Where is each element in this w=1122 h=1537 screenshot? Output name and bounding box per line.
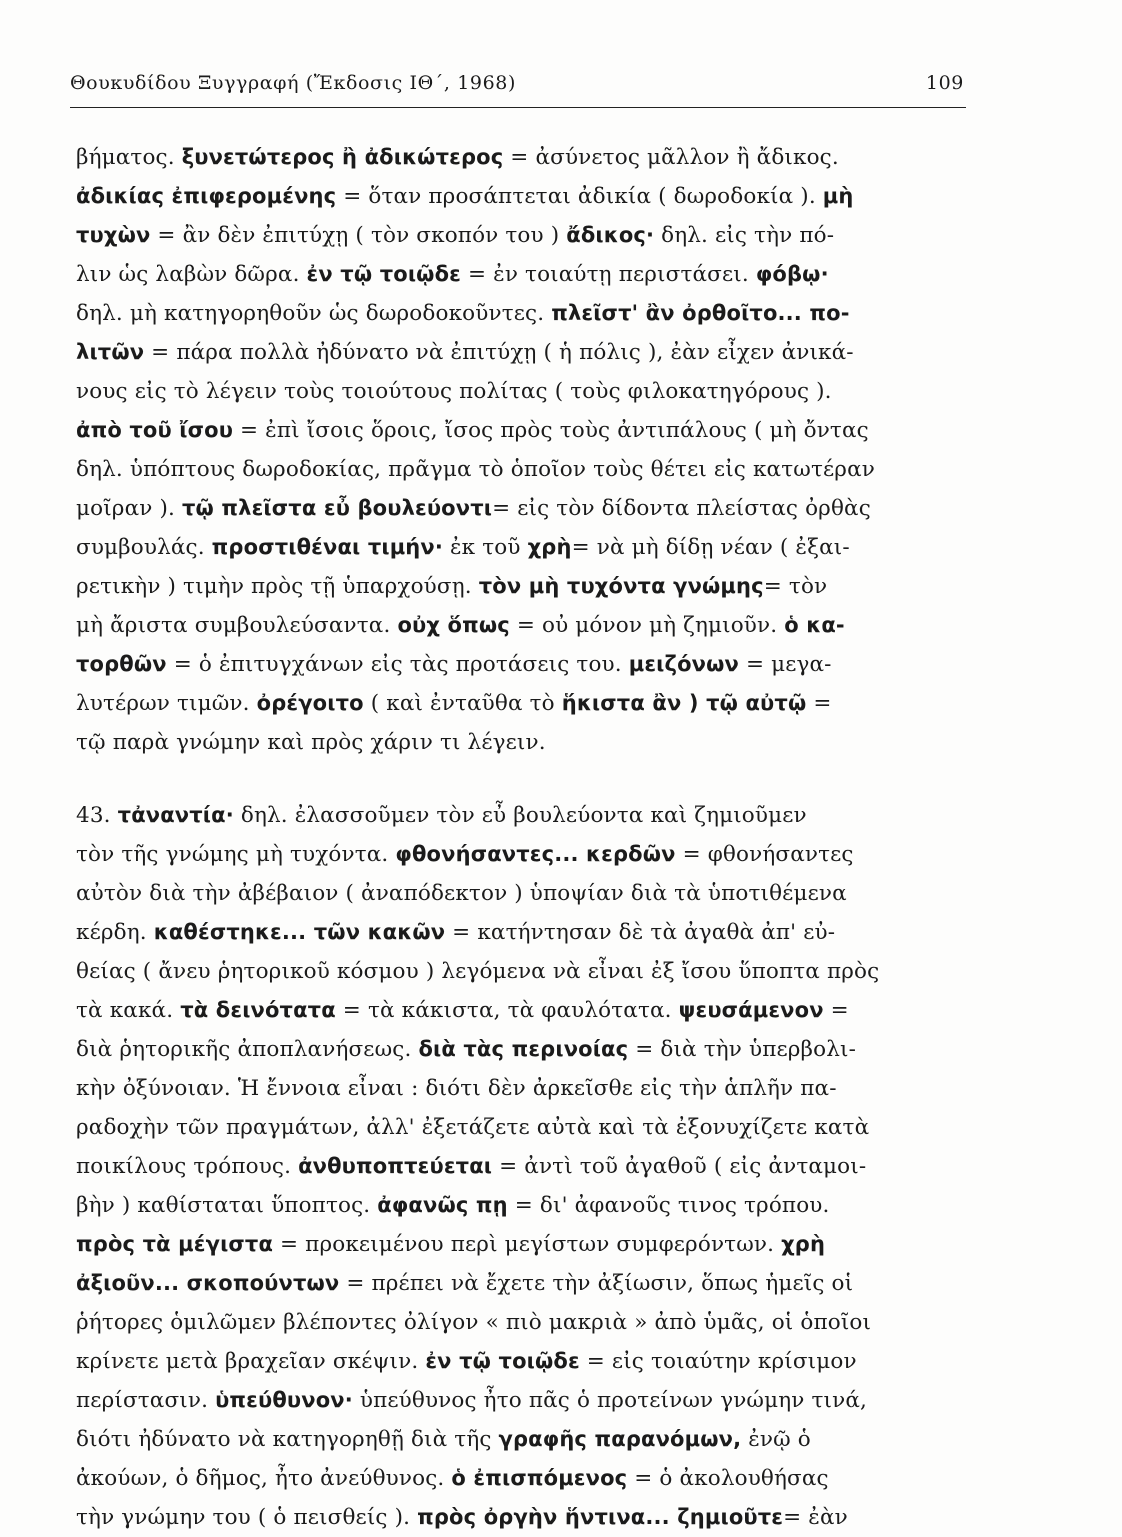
gloss-text: = δι' ἀφανοῦς τινος τρόπου. bbox=[507, 1193, 830, 1218]
gloss-text: θείας ( ἄνευ ῥητορικοῦ κόσμου ) λεγόμενα νὰ εἶναι ἐξ ἴσου ὕποπτα πρὸς bbox=[76, 959, 880, 984]
gloss-text: βὴν ) καθίσταται ὕποπτος. bbox=[76, 1193, 378, 1218]
lemma-term: ὁ ἐπισπόμενος bbox=[451, 1466, 628, 1490]
gloss-text: = οὐ μόνον μὴ ζημιοῦν. bbox=[509, 613, 785, 638]
lemma-term: ὁ κα- bbox=[784, 613, 845, 637]
text-line bbox=[76, 450, 976, 489]
gloss-text: κὴν ὀξύνοιαν. Ἡ ἔννοια εἶναι : διότι δὲν ἀρκεῖσθε εἰς τὴν ἁπλῆν πα- bbox=[76, 1076, 837, 1101]
gloss-text: δηλ. εἰς τὴν πό- bbox=[654, 223, 835, 248]
text-line bbox=[76, 606, 976, 645]
commentary-text bbox=[76, 138, 976, 1537]
lemma-term: οὐχ ὅπως bbox=[397, 613, 510, 637]
text-line bbox=[76, 1381, 976, 1420]
gloss-text: ἀκούων, ὁ δῆμος, ἦτο ἀνεύθυνος. bbox=[76, 1466, 452, 1491]
gloss-text: = ὁ ἐπιτυγχάνων εἰς τὰς προτάσεις του. bbox=[166, 652, 629, 677]
text-line bbox=[76, 913, 976, 952]
lemma-term: ἀπὸ τοῦ ἴσου bbox=[76, 418, 234, 442]
running-header bbox=[70, 72, 964, 94]
text-line bbox=[76, 528, 976, 567]
text-line bbox=[76, 216, 976, 255]
gloss-text: = νὰ μὴ δίδῃ νέαν ( ἐξαι- bbox=[571, 535, 850, 560]
gloss-text: μὴ ἄριστα συμβουλεύσαντα. bbox=[76, 613, 398, 638]
lemma-term: ἥκιστα ἂν ) τῷ αὐτῷ bbox=[561, 691, 807, 715]
lemma-term: διὰ τὰς περινοίας bbox=[418, 1037, 629, 1061]
lemma-term: ἀφανῶς πῃ bbox=[377, 1193, 508, 1217]
gloss-text: ( καὶ ἐνταῦθα τὸ bbox=[363, 691, 562, 716]
lemma-term: ἀδικίας ἐπιφερομένης bbox=[76, 184, 337, 208]
gloss-text: = πρέπει νὰ ἔχετε τὴν ἀξίωσιν, ὅπως ἡμεῖς οἱ bbox=[339, 1271, 854, 1296]
text-line bbox=[76, 796, 976, 835]
gloss-text: = εἰς τὸν δίδοντα πλείστας ὀρθὰς bbox=[492, 496, 871, 521]
gloss-text: = πάρα πολλὰ ἠδύνατο νὰ ἐπιτύχῃ ( ἡ πόλις ), ἐὰν εἶχεν ἀνικά- bbox=[144, 340, 854, 365]
lemma-term: ἀξιοῦν... σκοπούντων bbox=[76, 1271, 340, 1295]
text-line bbox=[76, 1108, 976, 1147]
lemma-term: μειζόνων bbox=[628, 652, 739, 676]
text-line bbox=[76, 874, 976, 913]
gloss-text: τὴν γνώμην του ( ὁ πεισθείς ). bbox=[76, 1505, 418, 1530]
text-line bbox=[76, 991, 976, 1030]
lemma-term: τἀναντία· bbox=[117, 803, 234, 827]
gloss-text: νους εἰς τὸ λέγειν τοὺς τοιούτους πολίτας ( τοὺς φιλοκατηγόρους ). bbox=[76, 379, 832, 404]
header-rule bbox=[70, 107, 966, 108]
gloss-text: = bbox=[823, 998, 849, 1023]
gloss-text: = τὰ κάκιστα, τὰ φαυλότατα. bbox=[335, 998, 679, 1023]
gloss-text: τὸν τῆς γνώμης μὴ τυχόντα. bbox=[76, 842, 396, 867]
gloss-text: λυτέρων τιμῶν. bbox=[76, 691, 257, 716]
text-line bbox=[76, 372, 976, 411]
text-line bbox=[76, 1420, 976, 1459]
gloss-text: = διὰ τὴν ὑπερβολι- bbox=[628, 1037, 856, 1062]
gloss-text: μοῖραν ). bbox=[76, 496, 182, 521]
text-line bbox=[76, 835, 976, 874]
text-line bbox=[76, 684, 976, 723]
lemma-term: ἐν τῷ τοιῷδε bbox=[425, 1349, 580, 1373]
lemma-term: φθονήσαντες... κερδῶν bbox=[395, 842, 676, 866]
gloss-text: = ἐὰν bbox=[783, 1505, 848, 1530]
gloss-text: δηλ. ὑπόπτους δωροδοκίας, πρᾶγμα τὸ ὁποῖον τοὺς θέτει εἰς κατωτέραν bbox=[76, 457, 875, 482]
text-line bbox=[76, 1069, 976, 1108]
gloss-text: λιν ὡς λαβὼν δῶρα. bbox=[76, 262, 307, 287]
page-number: 109 bbox=[925, 72, 964, 94]
gloss-text: ρετικὴν ) τιμὴν πρὸς τῇ ὑπαρχούσῃ. bbox=[76, 574, 479, 599]
gloss-text: = ἂν δὲν ἐπιτύχῃ ( τὸν σκοπόν του ) bbox=[150, 223, 567, 248]
lemma-term: μὴ bbox=[822, 184, 854, 208]
lemma-term: ἐν τῷ τοιῷδε bbox=[306, 262, 461, 286]
gloss-text: ὑπεύθυνος ἦτο πᾶς ὁ προτείνων γνώμην τινά, bbox=[352, 1388, 867, 1413]
text-line bbox=[76, 1459, 976, 1498]
gloss-text: βήματος. bbox=[76, 145, 182, 170]
lemma-term: πρὸς ὀργὴν ἥντινα... ζημιοῦτε bbox=[417, 1505, 784, 1529]
text-line bbox=[76, 138, 976, 177]
lemma-term: γραφῆς παρανόμων, bbox=[498, 1427, 742, 1451]
lemma-term: τορθῶν bbox=[76, 652, 167, 676]
lemma-term: τῷ πλεῖστα εὖ βουλεύοντι bbox=[181, 496, 493, 520]
lemma-term: ξυνετώτερος ἢ ἀδικώτερος bbox=[181, 145, 504, 169]
gloss-text: δηλ. ἐλασσοῦμεν τὸν εὖ βουλεύοντα καὶ ζημιοῦμεν bbox=[233, 803, 807, 828]
text-line bbox=[76, 723, 976, 762]
text-line bbox=[76, 1186, 976, 1225]
gloss-text: ῥήτορες ὁμιλῶμεν βλέποντες ὀλίγον « πιὸ μακριὰ » ἀπὸ ὑμᾶς, οἱ ὁποῖοι bbox=[76, 1310, 872, 1335]
text-line bbox=[76, 1342, 976, 1381]
gloss-text: = τὸν bbox=[763, 574, 828, 599]
text-line bbox=[76, 1030, 976, 1069]
gloss-text: τὰ κακά. bbox=[76, 998, 181, 1023]
gloss-text: ἐκ τοῦ bbox=[443, 535, 528, 560]
gloss-text: = bbox=[806, 691, 832, 716]
text-line bbox=[76, 952, 976, 991]
lemma-term: τυχὼν bbox=[76, 223, 151, 247]
lemma-term: ἀνθυποπτεύεται bbox=[298, 1154, 493, 1178]
gloss-text: = μεγα- bbox=[738, 652, 832, 677]
gloss-text: διότι ἠδύνατο νὰ κατηγορηθῇ διὰ τῆς bbox=[76, 1427, 499, 1452]
lemma-term: πρὸς τὰ μέγιστα bbox=[76, 1232, 274, 1256]
gloss-text: αὐτὸν διὰ τὴν ἀβέβαιον ( ἀναπόδεκτον ) ὑποψίαν διὰ τὰ ὑποτιθέμενα bbox=[76, 881, 847, 906]
gloss-text: 43. bbox=[76, 803, 118, 828]
gloss-text: τῷ παρὰ γνώμην καὶ πρὸς χάριν τι λέγειν. bbox=[76, 730, 546, 755]
lemma-term: τὸν μὴ τυχόντα γνώμης bbox=[478, 574, 764, 598]
lemma-term: χρὴ bbox=[781, 1232, 826, 1256]
lemma-term: χρὴ bbox=[527, 535, 572, 559]
lemma-term: ἄδικος· bbox=[566, 223, 655, 247]
text-line bbox=[76, 255, 976, 294]
gloss-text: = ἐν τοιαύτῃ περιστάσει. bbox=[461, 262, 756, 287]
running-title: Θουκυδίδου Ξυγγραφή (Ἔκδοσις ΙΘ΄, 1968) bbox=[70, 72, 516, 94]
gloss-text: ποικίλους τρόπους. bbox=[76, 1154, 299, 1179]
gloss-text: ἐνῷ ὁ bbox=[741, 1427, 811, 1452]
gloss-text: περίστασιν. bbox=[76, 1388, 216, 1413]
text-line bbox=[76, 489, 976, 528]
gloss-text: = φθονήσαντες bbox=[675, 842, 854, 867]
lemma-term: φόβῳ· bbox=[755, 262, 829, 286]
text-line bbox=[76, 411, 976, 450]
lemma-term: ὑπεύθυνον· bbox=[215, 1388, 353, 1412]
lemma-term: ὀρέγοιτο bbox=[256, 691, 364, 715]
lemma-term: προστιθέναι τιμήν· bbox=[211, 535, 443, 559]
lemma-term: πλεῖστ' ἂν ὀρθοῖτο... πο- bbox=[551, 301, 850, 325]
lemma-term: τὰ δεινότατα bbox=[180, 998, 336, 1022]
text-line bbox=[76, 762, 976, 796]
text-line bbox=[76, 1225, 976, 1264]
gloss-text: δηλ. μὴ κατηγορηθοῦν ὡς δωροδοκοῦντες. bbox=[76, 301, 552, 326]
gloss-text: = ἐπὶ ἴσοις ὅροις, ἴσος πρὸς τοὺς ἀντιπάλους ( μὴ ὄντας bbox=[233, 418, 869, 443]
text-line bbox=[76, 1303, 976, 1342]
text-line bbox=[76, 645, 976, 684]
gloss-text: = ὅταν προσάπτεται ἀδικία ( δωροδοκία ). bbox=[336, 184, 823, 209]
text-line bbox=[76, 1147, 976, 1186]
gloss-text: = κατήντησαν δὲ τὰ ἀγαθὰ ἀπ' εὐ- bbox=[445, 920, 836, 945]
gloss-text: = ἀντὶ τοῦ ἀγαθοῦ ( εἰς ἀνταμοι- bbox=[492, 1154, 867, 1179]
lemma-term: καθέστηκε... τῶν κακῶν bbox=[153, 920, 446, 944]
gloss-text: = ἀσύνετος μᾶλλον ἢ ἄδικος. bbox=[503, 145, 839, 170]
text-line bbox=[76, 294, 976, 333]
text-line bbox=[76, 1264, 976, 1303]
gloss-text: = προκειμένου περὶ μεγίστων συμφερόντων. bbox=[273, 1232, 782, 1257]
gloss-text: κέρδη. bbox=[76, 920, 154, 945]
text-line bbox=[76, 177, 976, 216]
gloss-text: = ὁ ἀκολουθήσας bbox=[627, 1466, 829, 1491]
gloss-text: συμβουλάς. bbox=[76, 535, 212, 560]
gloss-text: ραδοχὴν τῶν πραγμάτων, ἀλλ' ἐξετάζετε αὐτὰ καὶ τὰ ἐξονυχίζετε κατὰ bbox=[76, 1115, 870, 1140]
lemma-term: ψευσάμενον bbox=[678, 998, 824, 1022]
gloss-text: = εἰς τοιαύτην κρίσιμον bbox=[579, 1349, 857, 1374]
gloss-text: διὰ ῥητορικῆς ἀποπλανήσεως. bbox=[76, 1037, 419, 1062]
text-line bbox=[76, 333, 976, 372]
text-line bbox=[76, 567, 976, 606]
gloss-text: κρίνετε μετὰ βραχεῖαν σκέψιν. bbox=[76, 1349, 426, 1374]
text-line bbox=[76, 1498, 976, 1537]
lemma-term: λιτῶν bbox=[76, 340, 145, 364]
